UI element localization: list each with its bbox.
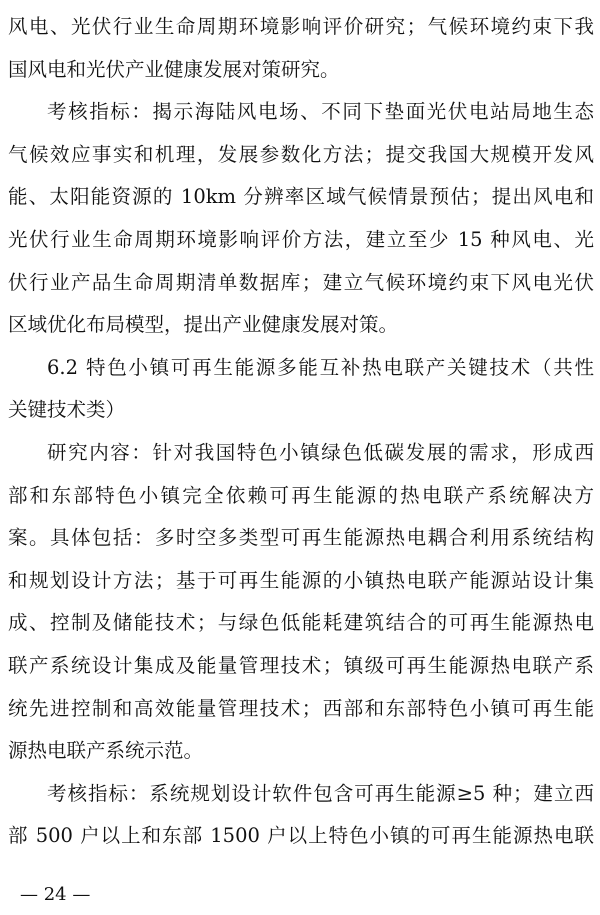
text-line: 统先进控制和高效能量管理技术；西部和东部特色小镇可再生能	[8, 696, 594, 720]
text-line: 区域优化布局模型，提出产业健康发展对策。	[8, 313, 399, 337]
text-line: 风电、光伏行业生命周期环境影响评价研究；气候环境约束下我	[8, 15, 594, 38]
text-line: 能、太阳能资源的 10km 分辨率区域气候情景预估；提出风电和	[8, 185, 594, 209]
paragraph-start-line: 考核指标：系统规划设计软件包含可再生能源≥5 种；建立西	[47, 781, 594, 805]
paragraph-start-line: 研究内容：针对我国特色小镇绿色低碳发展的需求，形成西	[47, 440, 594, 464]
text-line: 气候效应事实和机理，发展参数化方法；提交我国大规模开发风	[8, 142, 594, 166]
text-line: 部和东部特色小镇完全依赖可再生能源的热电联产系统解决方	[8, 483, 594, 507]
text-line: 和规划设计方法；基于可再生能源的小镇热电联产能源站设计集	[8, 568, 594, 592]
text-line: 光伏行业生命周期环境影响评价方法，建立至少 15 种风电、光	[8, 227, 594, 251]
text-line: 案。具体包括：多时空多类型可再生能源热电耦合利用系统结构	[8, 526, 594, 550]
page-number: — 24 —	[20, 884, 91, 905]
text-line: 联产系统设计集成及能量管理技术；镇级可再生能源热电联产系	[8, 653, 594, 677]
paragraph-start-line: 考核指标：揭示海陆风电场、不同下垫面光伏电站局地生态	[47, 100, 594, 124]
text-line: 国风电和光伏产业健康发展对策研究。	[8, 57, 340, 81]
body-text	[8, 6, 594, 858]
section-heading-line: 6.2 特色小镇可再生能源多能互补热电联产关键技术（共性	[47, 355, 594, 379]
text-line: 伏行业产品生命周期清单数据库；建立气候环境约束下风电光伏	[8, 270, 594, 294]
text-line: 源热电联产系统示范。	[8, 739, 204, 763]
text-line: 成、控制及储能技术；与绿色低能耗建筑结合的可再生能源热电	[8, 611, 594, 635]
section-heading-line: 关键技术类）	[8, 398, 126, 422]
text-line: 部 500 户以上和东部 1500 户以上特色小镇的可再生能源热电联	[8, 824, 594, 848]
